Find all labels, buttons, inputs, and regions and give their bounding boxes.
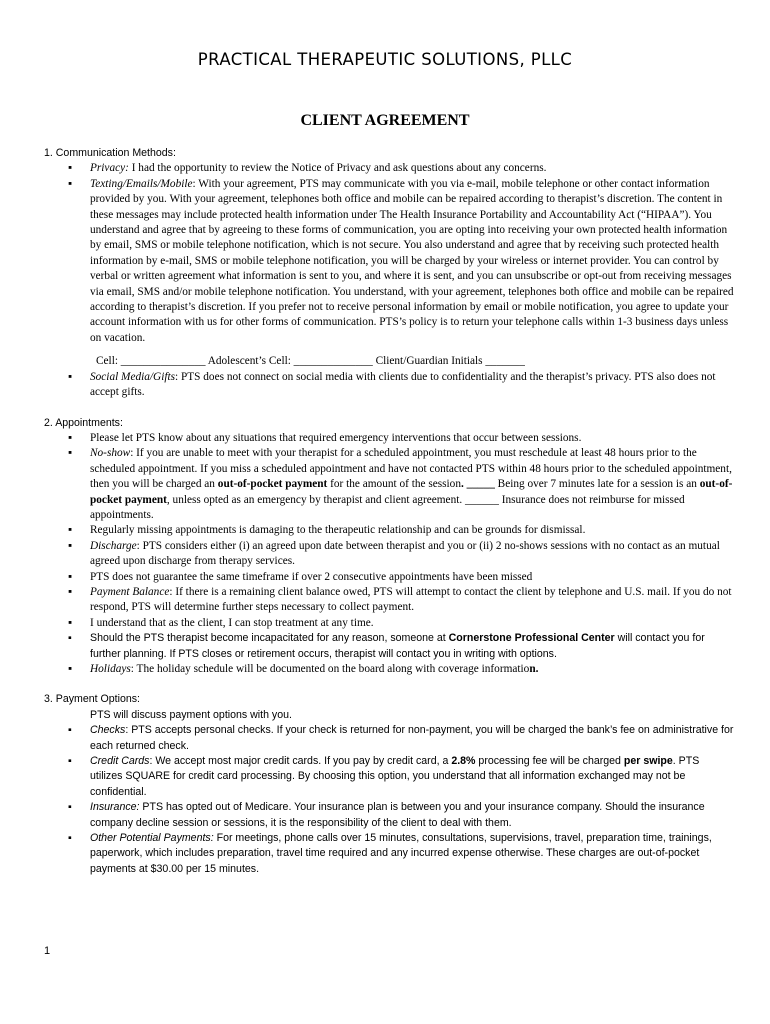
list-item-holidays: ▪ Holidays: The holiday schedule will be documented on the board along with coverage information.: [44, 662, 734, 677]
section-heading: 3. Payment Options:: [44, 693, 140, 706]
list-item-emergency: ▪ Please let PTS know about any situations that required emergency interventions that occur between sessions.: [44, 431, 734, 446]
list-item-texting: ▪ Texting/Emails/Mobile: With your agreement, PTS may communicate with you via e-mail, mobile telephone or other contact information provided by you. With your agreement, telephones both office and mobile can be repaired according to therapist’s discretion. The content in these messages may include protected health information under The Health Insurance Portability and Accountability Act (“HIPAA”). You understand and agree that by agreeing to these forms of communication, you are opting into receiving your own protected health information by email, SMS or mobile telephone notification, which is not secure. You also understand and agree that by receiving such protected health information by e-mail, SMS or mobile telephone notification, you will be charged by your wireless or internet provider. You can control by verbal or written agreement what information is sent to you, and where it is sent, and you can unsubscribe or opt-out from receiving messages via email, SMS and/or mobile telephone notification. You understand, with your agreement, telephones both office and mobile can be repaired according to therapist’s discretion. If you prefer not to receive personal information by email or mobile notification, you agree to update your account information with us for other forms of communication. PTS’s policy is to return your telephone calls within 1-3 business days unless on vacation.: [68, 177, 734, 344]
bullet-icon: ▪: [68, 162, 73, 175]
bullet-icon: ▪: [68, 177, 73, 190]
section-heading: 2. Appointments:: [44, 416, 123, 429]
company-name: PRACTICAL THERAPEUTIC SOLUTIONS, PLLC: [197, 50, 573, 69]
bullet-icon: ▪: [68, 724, 72, 737]
section-appointments: [44, 416, 734, 678]
initials-line: Cell: _______________ Adolescent’s Cell: ______________ Client/Guardian Initials _______: [96, 355, 525, 368]
page-number: 1: [44, 945, 51, 957]
list-item-discharge: ▪ Discharge: PTS considers either (i) an agreed upon date between therapist and you or (ii) 2 no-shows sessions with no contact as an mutual agreed upon discharge from therapy services.: [68, 539, 720, 568]
bullet-icon: ▪: [68, 663, 73, 675]
bullet-icon: ▪: [68, 431, 73, 444]
payment-intro: PTS will discuss payment options with you.: [90, 708, 292, 721]
list-item-checks: ▪ Checks: PTS accepts personal checks. If your check is returned for non-payment, you will be charged the bank’s fee on administrative for each returned check.: [68, 724, 734, 752]
bullet-icon: ▪: [68, 801, 72, 814]
document-title: CLIENT AGREEMENT: [300, 112, 470, 129]
list-item-social-media: ▪ Social Media/Gifts: PTS does not connect on social media with clients due to confidentiality and the therapist’s privacy. PTS also does not accept gifts.: [68, 370, 716, 399]
list-item-incapacitated: ▪ Should the PTS therapist become incapacitated for any reason, someone at Cornerstone Professional Center will contact you for further planning. If PTS closes or retirement occurs, therapist will contact you in writing with options.: [68, 632, 705, 660]
document-body: [44, 146, 734, 877]
list-item-payment-balance: ▪ Payment Balance: If there is a remaining client balance owed, PTS will attempt to contact the client by telephone and U.S. mail. If you do not respond, PTS will determine further steps necessary to collect payment.: [68, 585, 732, 614]
list-item-missing: ▪ Regularly missing appointments is damaging to the therapeutic relationship and can be grounds for dismissal.: [44, 523, 734, 538]
list-item-other-payments: ▪ Other Potential Payments: For meetings, phone calls over 15 minutes, consultations, supervisions, travel, preparation time, trainings, paperwork, which includes preparation, travel time required and any incurred expense otherwise. These charges are out-of-pocket payments at $30.00 per 15 minutes.: [68, 832, 712, 875]
list-item-privacy: ▪ Privacy: I had the opportunity to review the Notice of Privacy and ask questions about any concerns.: [44, 161, 734, 176]
bullet-icon: ▪: [68, 616, 73, 629]
bullet-icon: ▪: [68, 524, 73, 537]
section-heading: 1. Communication Methods:: [44, 147, 176, 159]
bullet-icon: ▪: [68, 370, 73, 383]
bullet-icon: ▪: [68, 570, 73, 583]
list-item-stop-treatment: ▪ I understand that as the client, I can stop treatment at any time.: [44, 616, 734, 631]
section-communication: [44, 146, 734, 401]
list-item-insurance: ▪ Insurance: PTS has opted out of Medicare. Your insurance plan is between you and your insurance company. Should the insurance company decline session or sessions, it is the responsibility of the client to deal with them.: [68, 801, 705, 829]
bullet-icon: ▪: [68, 585, 73, 598]
list-item-no-show: ▪ No-show: If you are unable to meet with your therapist for a scheduled appointment, you must reschedule at least 48 hours prior to the scheduled appointment. If you miss a scheduled appointment and have not contacted PTS within 48 hours prior to the scheduled appointment, then you will be charged an out-of-pocket payment for the amount of the session. _____ Being over 7 minutes late for a session is an out-of-pocket payment, unless opted as an emergency by therapist and client agreement. ______ Insurance does not reimburse for missed appointments.: [68, 447, 733, 521]
bullet-icon: ▪: [68, 755, 72, 768]
bullet-icon: ▪: [68, 832, 72, 845]
bullet-icon: ▪: [68, 447, 73, 460]
bullet-icon: ▪: [68, 632, 72, 645]
bullet-icon: ▪: [68, 539, 73, 552]
section-payment-options: [44, 692, 734, 877]
list-item-timeframe: ▪ PTS does not guarantee the same timeframe if over 2 consecutive appointments have been missed: [44, 570, 734, 585]
list-item-credit-cards: ▪ Credit Cards: We accept most major credit cards. If you pay by credit card, a 2.8% processing fee will be charged per swipe. PTS utilizes SQUARE for credit card processing. By choosing this option, you understand that all information exchanged may not be confidential.: [68, 755, 700, 798]
